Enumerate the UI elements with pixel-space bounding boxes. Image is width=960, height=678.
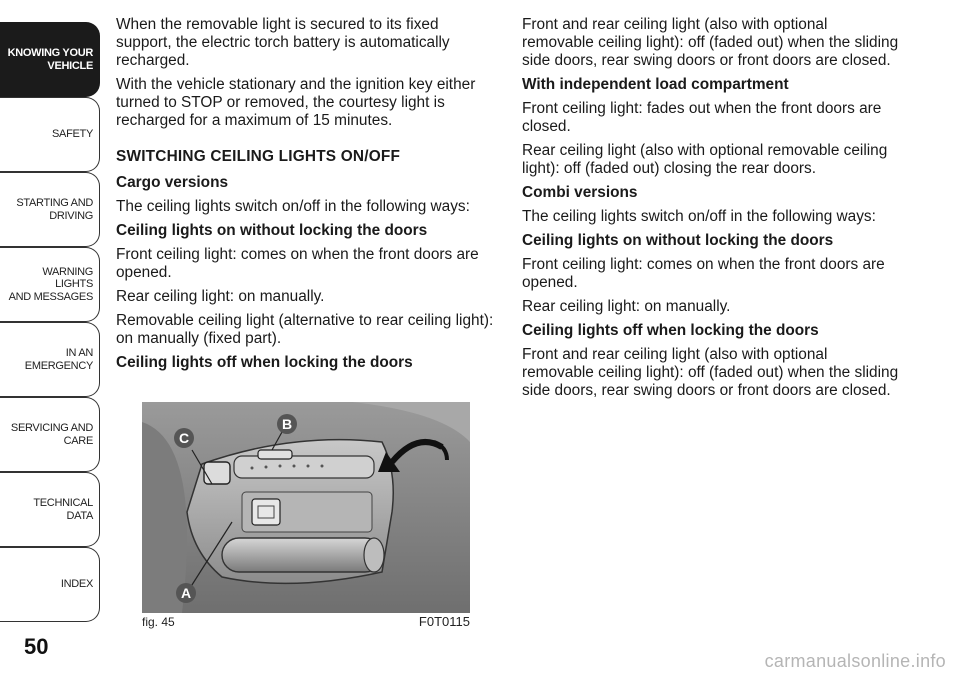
figure-number: fig. 45 (142, 615, 175, 629)
paragraph: With the vehicle stationary and the ignition key either turned to STOP or removed, the courtesy light is recharged for a maximum of 15 minutes. (116, 76, 476, 129)
tab-label: WARNING LIGHTS AND MESSAGES (8, 266, 93, 303)
ceiling-light-button (258, 450, 292, 459)
removable-light-release (204, 462, 230, 484)
tab-label: SERVICING AND CARE (10, 422, 93, 447)
paragraph: Front ceiling light: comes on when the front doors are opened. (522, 256, 885, 291)
tab-technical-data[interactable] (0, 472, 100, 547)
paragraph: The ceiling lights switch on/off in the following ways: (116, 198, 470, 215)
paragraph: The ceiling lights switch on/off in the following ways: (522, 208, 876, 225)
page-number: 50 (24, 634, 49, 659)
left-column (116, 16, 494, 378)
subheading: Ceiling lights on without locking the doors (116, 222, 428, 239)
tab-label: TECHNICAL DATA (33, 497, 93, 522)
figure-code: F0T0115 (418, 614, 470, 629)
tab-knowing-your-vehicle[interactable] (0, 22, 100, 97)
subheading: Ceiling lights on without locking the doors (522, 232, 834, 249)
tab-servicing-and-care[interactable] (0, 397, 100, 472)
paragraph: When the removable light is secured to its fixed support, the electric torch battery is automatically recharged. (116, 16, 450, 69)
marker-a (176, 583, 196, 603)
paragraph: Front and rear ceiling light (also with optional removable ceiling light): off (faded out) when the sliding side doors, rear swing doors or front doors are closed. (522, 16, 899, 69)
paragraph: Removable ceiling light (alternative to rear ceiling light): on manually (fixed part). (116, 312, 494, 347)
marker-c-label: C (178, 430, 190, 446)
paragraph: Rear ceiling light (also with optional removable ceiling light): off (faded out) closing the rear doors. (522, 142, 888, 177)
marker-c (174, 428, 194, 448)
ceiling-light-illustration (142, 402, 470, 613)
figure-caption (142, 614, 470, 630)
watermark: carmanualsonline.info (764, 651, 946, 671)
tab-index[interactable] (0, 547, 100, 622)
tab-label: SAFETY (52, 128, 93, 141)
tab-warning-lights[interactable] (0, 247, 100, 322)
subheading: Ceiling lights off when locking the doors (522, 322, 819, 339)
paragraph: Rear ceiling light: on manually. (116, 288, 325, 305)
ceiling-light-figure (142, 402, 470, 613)
paragraph: Front ceiling light: comes on when the front doors are opened. (116, 246, 479, 281)
subheading: Ceiling lights off when locking the doors (116, 354, 413, 371)
chapter-sidebar (0, 22, 100, 622)
subheading: With independent load compartment (522, 76, 789, 93)
section-title: SWITCHING CEILING LIGHTS ON/OFF (116, 148, 401, 165)
subheading: Cargo versions (116, 174, 229, 191)
tab-label: STARTING AND DRIVING (16, 197, 93, 222)
paragraph: Rear ceiling light: on manually. (522, 298, 731, 315)
switch-icon (252, 499, 280, 525)
tab-in-an-emergency[interactable] (0, 322, 100, 397)
marker-b (277, 414, 297, 434)
marker-a-label: A (180, 585, 192, 601)
tab-starting-and-driving[interactable] (0, 172, 100, 247)
tab-label: INDEX (60, 578, 93, 591)
roller-cover (222, 538, 382, 572)
right-column (522, 16, 900, 406)
tab-safety[interactable] (0, 97, 100, 172)
paragraph: Front ceiling light: fades out when the front doors are closed. (522, 100, 882, 135)
tab-label: IN AN EMERGENCY (24, 347, 93, 372)
subheading: Combi versions (522, 184, 638, 201)
marker-b-label: B (281, 416, 293, 432)
tab-label: KNOWING YOUR VEHICLE (7, 47, 93, 72)
paragraph: Front and rear ceiling light (also with optional removable ceiling light): off (faded out) when the sliding side doors, rear swing doors or front doors are closed. (522, 346, 899, 399)
light-lens (234, 456, 374, 478)
